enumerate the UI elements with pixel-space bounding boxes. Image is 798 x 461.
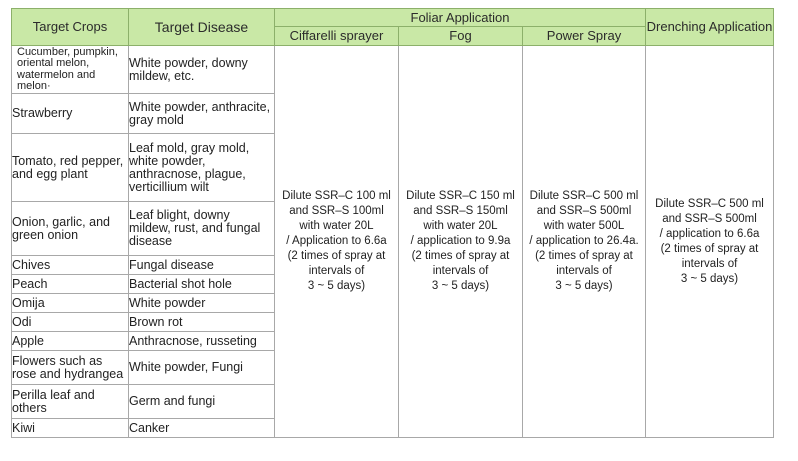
crop-cell: Tomato, red pepper, and egg plant: [12, 134, 129, 202]
instruction-line: and SSR–S 500ml: [536, 205, 632, 217]
instruction-line: (2 times of spray at: [287, 250, 386, 262]
disease-cell: White powder: [129, 294, 275, 313]
instruction-line: Dilute SSR–C 500 ml: [529, 190, 639, 202]
disease-cell: Germ and fungi: [129, 385, 275, 419]
power-spray-instructions: [523, 46, 646, 438]
instruction-line: intervals of: [308, 265, 365, 277]
instruction-line: Dilute SSR–C 100 ml: [282, 190, 391, 202]
instruction-line: / Application to 6.6a: [286, 235, 387, 247]
instruction-line: intervals of: [556, 265, 612, 277]
instruction-line: 3 ~ 5 days): [555, 280, 613, 292]
instruction-line: intervals of: [432, 265, 489, 277]
application-table: [11, 8, 774, 438]
crop-cell: Strawberry: [12, 94, 129, 134]
header-fog: Fog: [399, 27, 523, 46]
crop-cell: Kiwi: [12, 419, 129, 438]
disease-cell: Leaf blight, downy mildew, rust, and fungal disease: [129, 202, 275, 256]
disease-cell: White powder, downy mildew, etc.: [129, 46, 275, 94]
instruction-line: (2 times of spray at: [411, 250, 510, 262]
crop-cell: Omija: [12, 294, 129, 313]
crop-cell: Apple: [12, 332, 129, 351]
instruction-line: / application to 26.4a.: [529, 235, 639, 247]
drenching-instructions: [646, 46, 774, 438]
crop-cell: Flowers such as rose and hydrangea: [12, 351, 129, 385]
instruction-line: with water 20L: [299, 220, 374, 232]
instruction-line: / application to 9.9a: [410, 235, 511, 247]
header-target-disease: Target Disease: [129, 9, 275, 46]
instruction-line: and SSR–S 150ml: [413, 205, 508, 217]
disease-cell: Bacterial shot hole: [129, 275, 275, 294]
crop-cell: Odi: [12, 313, 129, 332]
instruction-line: 3 ~ 5 days): [680, 272, 739, 285]
crop-cell: Cucumber, pumpkin, oriental melon, watermelon and melon·: [12, 46, 129, 94]
crop-cell: Perilla leaf and others: [12, 385, 129, 419]
crop-cell: Peach: [12, 275, 129, 294]
disease-cell: Anthracnose, russeting: [129, 332, 275, 351]
header-foliar-application: Foliar Application: [275, 9, 646, 27]
instruction-line: Dilute SSR–C 500 ml: [655, 197, 764, 210]
instruction-line: (2 times of spray at: [660, 242, 759, 255]
instruction-line: 3 ~ 5 days): [307, 280, 366, 292]
crop-cell: Onion, garlic, and green onion: [12, 202, 129, 256]
instruction-line: Dilute SSR–C 150 ml: [406, 190, 515, 202]
instruction-line: intervals of: [681, 257, 738, 270]
ciffarelli-instructions: [275, 46, 399, 438]
crop-cell: Chives: [12, 256, 129, 275]
disease-cell: White powder, Fungi: [129, 351, 275, 385]
disease-cell: White powder, anthracite, gray mold: [129, 94, 275, 134]
instruction-line: and SSR–S 500ml: [662, 212, 757, 225]
instruction-line: (2 times of spray at: [535, 250, 633, 262]
instruction-line: with water 20L: [423, 220, 498, 232]
instruction-line: 3 ~ 5 days): [431, 280, 490, 292]
disease-cell: Fungal disease: [129, 256, 275, 275]
header-target-crops: Target Crops: [12, 9, 129, 46]
disease-cell: Brown rot: [129, 313, 275, 332]
table-row: [12, 46, 774, 94]
instruction-line: with water 500L: [543, 220, 625, 232]
fog-instructions: [399, 46, 523, 438]
disease-cell: Canker: [129, 419, 275, 438]
instruction-line: and SSR–S 100ml: [289, 205, 384, 217]
application-table-wrapper: [11, 8, 774, 438]
instruction-line: / application to 6.6a: [659, 227, 760, 240]
header-drenching-application: Drenching Application: [646, 9, 774, 46]
header-power-spray: Power Spray: [523, 27, 646, 46]
header-ciffarelli-sprayer: Ciffarelli sprayer: [275, 27, 399, 46]
disease-cell: Leaf mold, gray mold, white powder, anthracnose, plague, verticillium wilt: [129, 134, 275, 202]
